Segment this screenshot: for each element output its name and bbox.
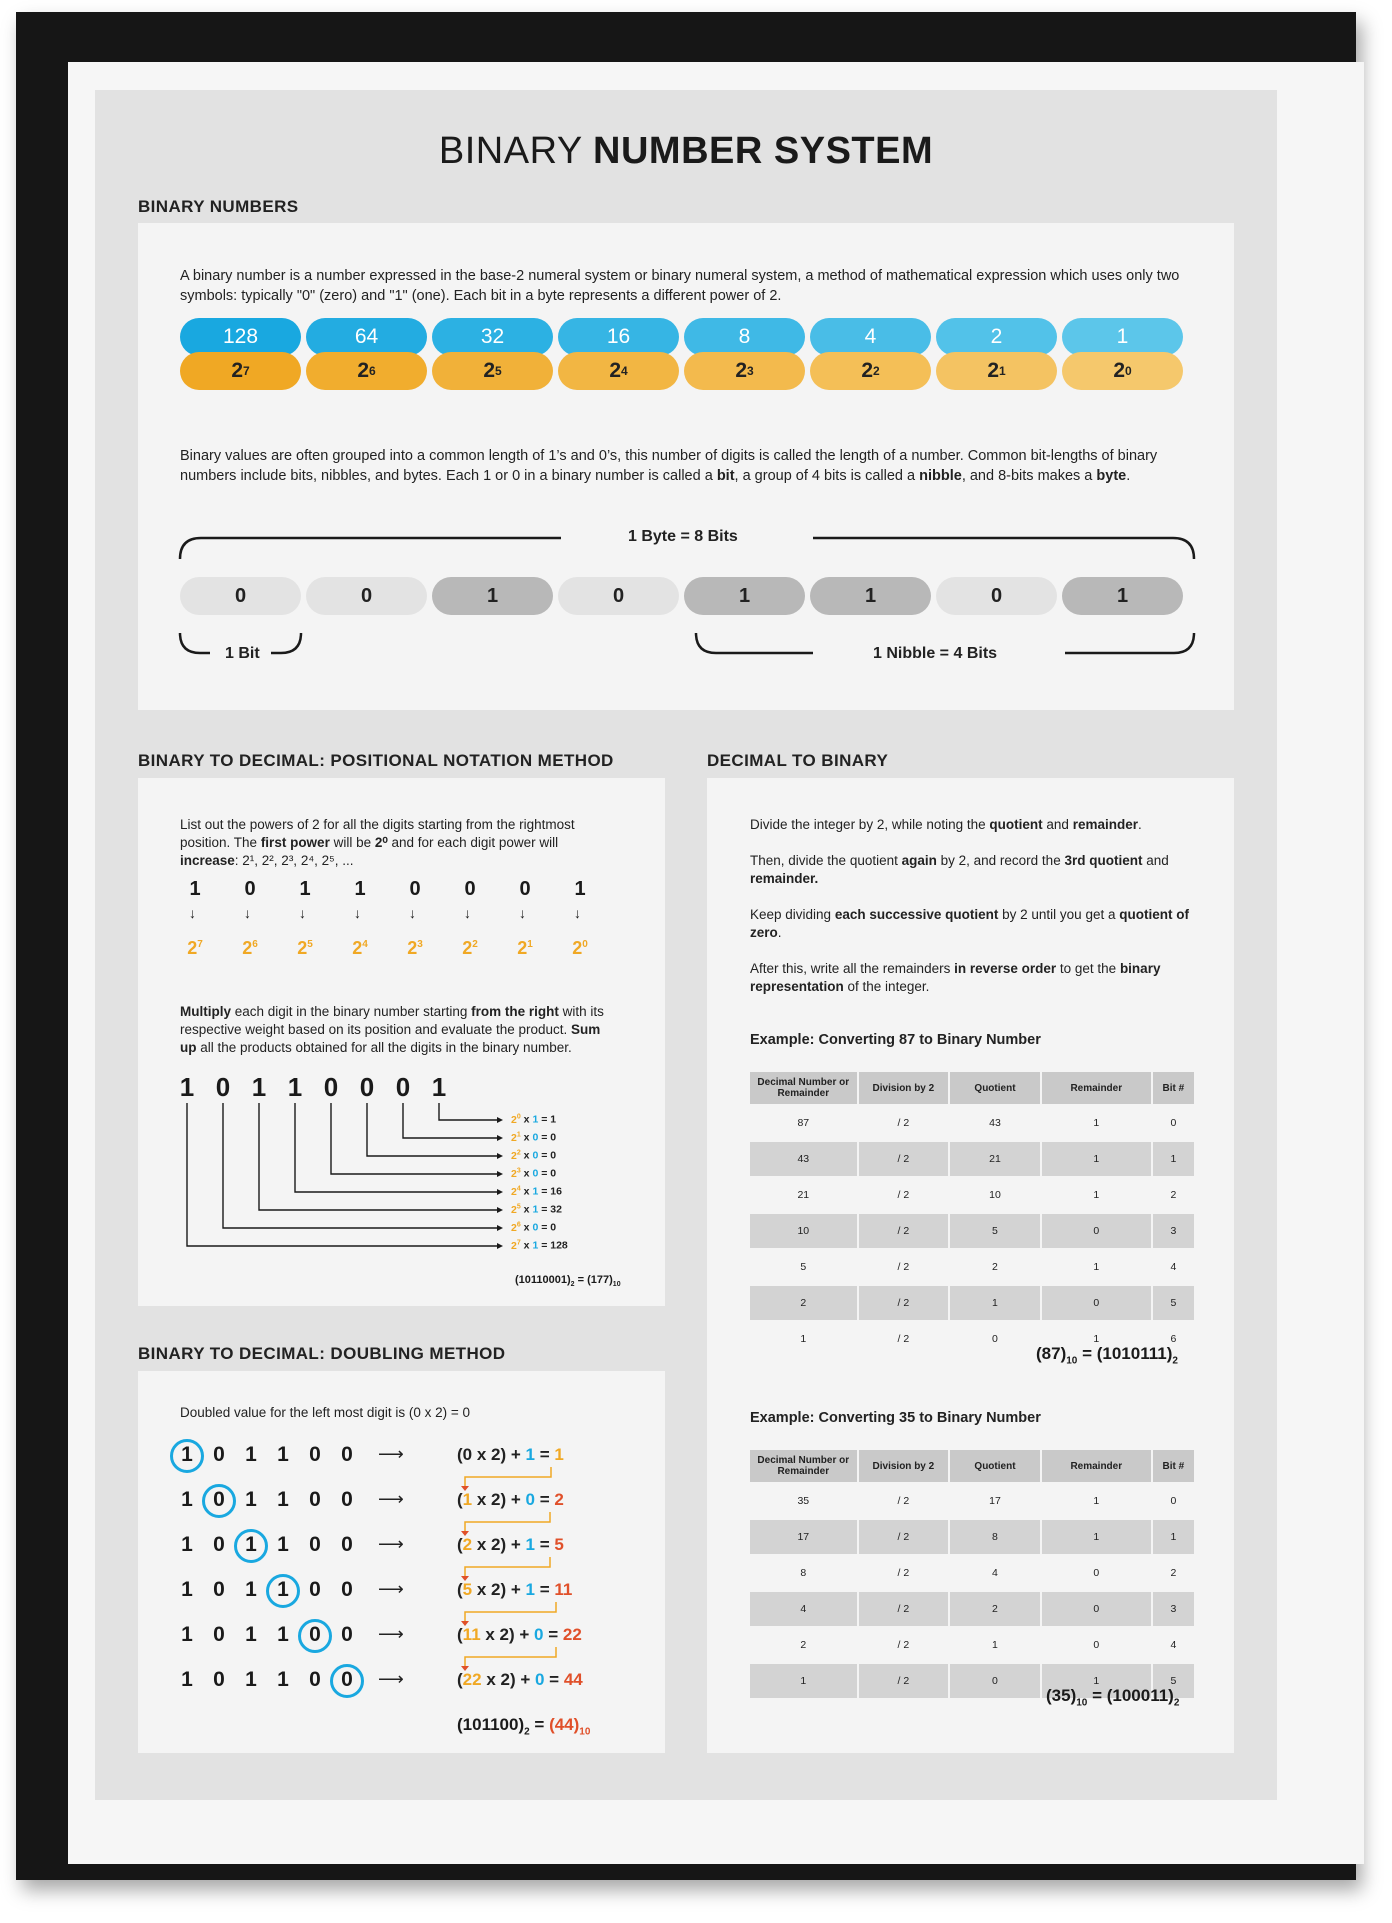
arrowhead-icon	[497, 1225, 503, 1231]
doubling-digit: 1	[181, 1488, 193, 1511]
power-value-pill: 128	[180, 318, 301, 356]
example2-title: Example: Converting 35 to Binary Number	[750, 1410, 1041, 1426]
table-cell: 1	[992, 1639, 998, 1651]
positional-digit: 0	[519, 878, 531, 900]
positional-panel	[138, 778, 665, 1306]
table-header-row	[750, 1072, 1194, 1104]
positional-power: $2^0$	[572, 938, 588, 958]
dec-step4: After this, write all the remainders in reverse order to get the binary representation of the integer.	[750, 961, 1161, 994]
doubling-heading: BINARY TO DECIMAL: DOUBLING METHOD	[138, 1344, 506, 1363]
positional-power: $2^6$	[242, 938, 258, 958]
power-value-pill: 32	[432, 318, 553, 356]
positional-big-digit: 1	[287, 1072, 303, 1102]
doubling-digit: 1	[181, 1578, 193, 1601]
doubling-digit: 1	[277, 1578, 289, 1601]
doubling-digit: 0	[341, 1578, 353, 1601]
dec-step1: Divide the integer by 2, while noting the quotient and remainder.	[750, 817, 1142, 832]
power-exponent-pill: 2 5	[432, 352, 553, 390]
right-arrow-icon: ⟶	[378, 1579, 404, 1599]
table-header-cell: Bit #	[1153, 1450, 1194, 1482]
table-header-cell: Decimal Number or Remainder	[750, 1072, 857, 1104]
doubling-digit: 0	[213, 1488, 225, 1511]
product-equation: $2^7$ x 1 = 128	[511, 1239, 568, 1252]
table-cell: 43	[750, 1142, 857, 1176]
power-exponent-pill: 2 0	[1062, 352, 1183, 390]
doubling-digit: 1	[245, 1578, 257, 1601]
down-arrow-icon: ↓	[244, 905, 251, 921]
down-arrow-icon: ↓	[519, 905, 526, 921]
carry-line	[465, 1512, 550, 1532]
binary-numbers-heading: BINARY NUMBERS	[138, 197, 299, 216]
table-cell: 1	[1093, 1261, 1100, 1273]
table-cell: 4	[1170, 1261, 1177, 1273]
product-equation: $2^6$ x 0 = 0	[511, 1221, 557, 1234]
positional-digit: 0	[409, 878, 421, 900]
carry-line	[465, 1557, 550, 1577]
doubling-digit: 0	[309, 1488, 321, 1511]
down-arrow-icon: ↓	[299, 905, 306, 921]
table-header-cell: Remainder	[1042, 1450, 1151, 1482]
doubling-digit: 1	[245, 1443, 257, 1466]
power-exponent-pill: 2 4	[558, 352, 679, 390]
table-header-cell: Decimal Number or Remainder	[750, 1450, 857, 1482]
table-cell: 21	[797, 1189, 810, 1201]
binary-length-paragraph: Binary values are often grouped into a common length of 1’s and 0’s, this number of digits is called the length of a number. Common bit-lengths of binary numbers include bits, nibbles, and bytes. Each 1 or 0 in a binary number is called a bit, a group of 4 bits is called a nibble, and 8-bits makes a byte.	[180, 448, 1158, 484]
connector-line	[223, 1103, 497, 1228]
doubling-expression: (1 x 2) + 0 = 2	[457, 1490, 564, 1509]
table-cell: 0	[950, 1664, 1040, 1698]
highlight-circle-icon	[330, 1664, 364, 1698]
highlight-circle-icon	[266, 1574, 300, 1608]
doubling-expression: (11 x 2) + 0 = 22	[457, 1625, 582, 1644]
table-cell: 1	[1153, 1142, 1194, 1176]
table-header-cell: Division by 2	[859, 1450, 949, 1482]
carry-line	[465, 1602, 556, 1622]
down-arrow-icon: ↓	[464, 905, 471, 921]
bit-pill: 1	[684, 577, 805, 615]
positional-digit: 0	[464, 878, 476, 900]
right-arrow-icon: ⟶	[378, 1534, 404, 1554]
right-arrow-icon: ⟶	[378, 1669, 404, 1689]
product-equation: $2^5$ x 1 = 32	[511, 1203, 562, 1216]
table-cell: 2	[950, 1592, 1040, 1626]
positional-power: $2^7$	[187, 938, 203, 958]
table-cell: / 2	[897, 1639, 910, 1651]
example2-result: $(35)_{10} = (100011)_2$	[1046, 1686, 1180, 1709]
positional-digit: 1	[189, 878, 201, 900]
doubling-expression: (22 x 2) + 0 = 44	[457, 1670, 583, 1689]
table-cell: 43	[989, 1117, 1001, 1129]
bit-label: 1 Bit	[225, 645, 260, 662]
table-cell: 1	[1093, 1189, 1100, 1201]
highlight-circle-icon	[234, 1529, 268, 1563]
table-row	[750, 1178, 1194, 1212]
dec-step2: Then, divide the quotient again by 2, and record the 3rd quotient and remainder.	[750, 853, 1169, 886]
table-cell: 1	[800, 1333, 807, 1345]
highlight-circle-icon	[202, 1484, 236, 1518]
positional-big-digit: 1	[251, 1072, 267, 1102]
doubling-digit: 0	[341, 1533, 353, 1556]
table-cell: 2	[750, 1286, 857, 1320]
positional-step1: List out the powers of 2 for all the digits starting from the rightmost position. The first power will be 2⁰ and for each digit power will increase: 2¹, 2², 2³, 2⁴, 2⁵, ...	[180, 817, 575, 868]
table-cell: 10	[750, 1214, 857, 1248]
doubling-digit: 0	[341, 1668, 353, 1691]
doubling-digit: 0	[213, 1443, 225, 1466]
doubling-digit: 1	[181, 1623, 193, 1646]
table-row	[750, 1250, 1194, 1284]
positional-big-digit: 0	[359, 1072, 375, 1102]
table-cell: 2	[1170, 1189, 1177, 1201]
power-value-pill: 4	[810, 318, 931, 356]
down-arrow-icon: ↓	[409, 905, 416, 921]
positional-digit: 1	[299, 878, 311, 900]
table-cell: 4	[992, 1567, 998, 1579]
table-cell: / 2	[859, 1214, 949, 1248]
bit-pill: 0	[306, 577, 427, 615]
table-cell: / 2	[859, 1520, 949, 1554]
doubling-carry-lines	[138, 1371, 665, 1753]
carry-line	[465, 1467, 551, 1487]
table-cell: 0	[1093, 1639, 1100, 1651]
table-cell: 3	[1153, 1214, 1194, 1248]
positional-result: $(10110001)_2 = (177)_{10}$	[515, 1274, 621, 1289]
right-arrow-icon: ⟶	[378, 1489, 404, 1509]
power-value-pill: 8	[684, 318, 805, 356]
table-row	[750, 1520, 1194, 1554]
table-cell: / 2	[859, 1142, 949, 1176]
table-cell: 5	[1153, 1286, 1194, 1320]
doubling-digit: 0	[309, 1533, 321, 1556]
table-cell: 5	[950, 1214, 1040, 1248]
doubling-expression: (5 x 2) + 1 = 11	[457, 1580, 573, 1599]
doubling-digit: 0	[213, 1533, 225, 1556]
power-value-pill: 16	[558, 318, 679, 356]
connector-line	[367, 1103, 497, 1156]
table-row	[750, 1628, 1194, 1662]
table-header-cell: Quotient	[950, 1072, 1040, 1104]
table-cell: 0	[1042, 1214, 1151, 1248]
doubling-intro: Doubled value for the left most digit is (0 x 2) = 0	[180, 1405, 471, 1420]
table-row	[750, 1484, 1194, 1518]
table-cell: / 2	[859, 1286, 949, 1320]
right-arrow-icon: ⟶	[378, 1444, 404, 1464]
table-cell: 3	[1153, 1592, 1194, 1626]
table-cell: 1	[1093, 1117, 1100, 1129]
table-cell: 8	[800, 1567, 807, 1579]
product-equation: $2^2$ x 0 = 0	[511, 1149, 557, 1162]
byte-label: 1 Byte = 8 Bits	[628, 528, 738, 545]
table-cell: 6	[1170, 1333, 1177, 1345]
table-cell: 0	[1170, 1117, 1177, 1129]
example1-result: $(87)_{10} = (1010111)_2$	[1036, 1344, 1178, 1367]
down-arrow-icon: ↓	[354, 905, 361, 921]
bit-pill: 0	[180, 577, 301, 615]
table-row	[750, 1142, 1194, 1176]
positional-heading: BINARY TO DECIMAL: POSITIONAL NOTATION METHOD	[138, 751, 614, 770]
table-cell: 1	[1042, 1664, 1151, 1698]
dec-step3: Keep dividing each successive quotient by 2 until you get a quotient of zero.	[750, 907, 1189, 940]
table-cell: 1	[1042, 1520, 1151, 1554]
table-cell: 0	[1042, 1286, 1151, 1320]
product-equation: $2^0$ x 1 = 1	[511, 1113, 557, 1126]
table-cell: 1	[1042, 1142, 1151, 1176]
table-cell: 21	[950, 1142, 1040, 1176]
table-header-cell: Bit #	[1153, 1072, 1194, 1104]
bit-pill: 1	[432, 577, 553, 615]
doubling-digit: 1	[245, 1668, 257, 1691]
table-cell: / 2	[859, 1664, 949, 1698]
doubling-expression: (0 x 2) + 1 = 1	[457, 1445, 564, 1464]
positional-big-digit: 0	[323, 1072, 339, 1102]
positional-power: $2^5$	[297, 938, 313, 958]
doubling-result: $(101100)_2 = (44)_{10}$	[457, 1715, 591, 1738]
power-exponent-pill: 2 6	[306, 352, 427, 390]
power-exponent-pill: 2 3	[684, 352, 805, 390]
table-row	[750, 1106, 1194, 1140]
table-cell: 2	[1170, 1567, 1177, 1579]
arrowhead-icon	[497, 1135, 503, 1141]
doubling-digit: 0	[341, 1623, 353, 1646]
table-cell: 17	[989, 1495, 1001, 1507]
table-header-cell: Division by 2	[859, 1072, 949, 1104]
down-arrow-icon: ↓	[574, 905, 581, 921]
example2-table	[748, 1448, 1196, 1700]
doubling-digit: 0	[309, 1668, 321, 1691]
down-arrow-icon: ↓	[189, 905, 196, 921]
doubling-panel	[138, 1371, 665, 1753]
table-cell: 1	[1153, 1520, 1194, 1554]
doubling-digit: 1	[277, 1533, 289, 1556]
doubling-digit: 0	[309, 1623, 321, 1646]
power-exponent-pill: 2 7	[180, 352, 301, 390]
dec-to-bin-panel	[707, 778, 1234, 1753]
doubling-digit: 0	[213, 1668, 225, 1691]
connector-line	[295, 1103, 497, 1192]
positional-big-digit: 1	[179, 1072, 195, 1102]
table-cell: 4	[750, 1592, 857, 1626]
example1-title: Example: Converting 87 to Binary Number	[750, 1032, 1041, 1048]
table-cell: 8	[950, 1520, 1040, 1554]
doubling-digit: 0	[341, 1443, 353, 1466]
table-cell: 1	[750, 1664, 857, 1698]
power-exponent-pill: 2 1	[936, 352, 1057, 390]
table-cell: / 2	[897, 1333, 910, 1345]
table-cell: 35	[797, 1495, 810, 1507]
binary-numbers-panel	[138, 223, 1234, 710]
dec-to-bin-heading: DECIMAL TO BINARY	[707, 751, 889, 770]
doubling-digit: 1	[277, 1488, 289, 1511]
product-equation: $2^4$ x 1 = 16	[511, 1185, 562, 1198]
doubling-digit: 0	[213, 1623, 225, 1646]
doubling-digit: 0	[309, 1443, 321, 1466]
table-cell: 2	[992, 1261, 998, 1273]
table-row	[750, 1214, 1194, 1248]
arrowhead-icon	[497, 1189, 503, 1195]
example1-table	[748, 1070, 1196, 1358]
table-cell: 1	[1093, 1495, 1100, 1507]
positional-power: $2^4$	[352, 938, 368, 958]
table-row	[750, 1556, 1194, 1590]
table-cell: 17	[750, 1520, 857, 1554]
bit-pill: 1	[1062, 577, 1183, 615]
doubling-digit: 1	[245, 1533, 257, 1556]
table-row	[750, 1592, 1194, 1626]
arrowhead-icon	[497, 1153, 503, 1159]
doubling-digit: 1	[245, 1488, 257, 1511]
bit-pill: 1	[810, 577, 931, 615]
table-cell: 87	[797, 1117, 810, 1129]
doubling-digit: 0	[309, 1578, 321, 1601]
positional-big-digit: 0	[395, 1072, 411, 1102]
highlight-circle-icon	[298, 1619, 332, 1653]
connector-line	[439, 1103, 497, 1120]
doubling-expression: (2 x 2) + 1 = 5	[457, 1535, 564, 1554]
table-cell: / 2	[897, 1189, 910, 1201]
positional-big-digit: 0	[215, 1072, 231, 1102]
power-value-pill: 1	[1062, 318, 1183, 356]
byte-brackets	[138, 223, 1234, 710]
table-cell: / 2	[897, 1117, 910, 1129]
positional-big-digit: 1	[431, 1072, 447, 1102]
bit-pill: 0	[936, 577, 1057, 615]
positional-digit: 1	[574, 878, 586, 900]
doubling-digit: 1	[277, 1623, 289, 1646]
nibble-label: 1 Nibble = 4 Bits	[873, 645, 998, 662]
power-exponent-pill: 2 2	[810, 352, 931, 390]
arrowhead-icon	[497, 1117, 503, 1123]
power-value-pill: 64	[306, 318, 427, 356]
bit-pill: 0	[558, 577, 679, 615]
table-cell: 10	[989, 1189, 1001, 1201]
table-cell: 1	[950, 1286, 1040, 1320]
table-cell: 5	[1153, 1664, 1194, 1698]
table-row	[750, 1286, 1194, 1320]
product-equation: $2^3$ x 0 = 0	[511, 1167, 557, 1180]
positional-step2: Multiply each digit in the binary number starting from the right with its respective weight based on its position and evaluate the product. Sum up all the products obtained for all the digits in the binary number.	[180, 1004, 604, 1055]
doubling-digit: 1	[245, 1623, 257, 1646]
arrowhead-icon	[497, 1171, 503, 1177]
table-cell: 1	[1093, 1333, 1100, 1345]
table-cell: / 2	[897, 1495, 910, 1507]
table-header-row	[750, 1450, 1194, 1482]
positional-power: $2^3$	[407, 938, 423, 958]
doubling-digit: 1	[277, 1443, 289, 1466]
doubling-digit: 0	[213, 1578, 225, 1601]
table-header-cell: Remainder	[1042, 1072, 1151, 1104]
carry-line	[465, 1647, 556, 1667]
poster	[95, 90, 1277, 1800]
right-arrow-icon: ⟶	[378, 1624, 404, 1644]
table-cell: 0	[1093, 1567, 1100, 1579]
table-cell: 5	[800, 1261, 807, 1273]
highlight-circle-icon	[170, 1439, 204, 1473]
positional-power: $2^2$	[462, 938, 478, 958]
table-cell: 0	[992, 1333, 998, 1345]
table-cell: / 2	[859, 1592, 949, 1626]
positional-power: $2^1$	[517, 938, 533, 958]
doubling-digit: 0	[341, 1488, 353, 1511]
positional-digit: 0	[244, 878, 256, 900]
table-cell: / 2	[897, 1567, 910, 1579]
binary-intro: A binary number is a number expressed in the base-2 numeral system or binary numeral system, a method of mathematical expression which uses only two symbols: typically "0" (zero) and "1" (one). Each bit in a byte represents a different power of 2.	[180, 268, 1180, 304]
poster-title: BINARY NUMBER SYSTEM	[438, 130, 934, 172]
arrowhead-icon	[497, 1207, 503, 1213]
table-cell: / 2	[897, 1261, 910, 1273]
table-cell: 0	[1170, 1495, 1177, 1507]
positional-connector-lines	[138, 778, 665, 1306]
doubling-digit: 1	[181, 1668, 193, 1691]
power-value-pill: 2	[936, 318, 1057, 356]
doubling-digit: 1	[181, 1443, 193, 1466]
doubling-digit: 1	[181, 1533, 193, 1556]
table-cell: 0	[1042, 1592, 1151, 1626]
product-equation: $2^1$ x 0 = 0	[511, 1131, 557, 1144]
table-header-cell: Quotient	[950, 1450, 1040, 1482]
positional-digit: 1	[354, 878, 366, 900]
doubling-digit: 1	[277, 1668, 289, 1691]
table-cell: 4	[1170, 1639, 1177, 1651]
arrowhead-icon	[497, 1243, 503, 1249]
table-cell: 2	[800, 1639, 807, 1651]
